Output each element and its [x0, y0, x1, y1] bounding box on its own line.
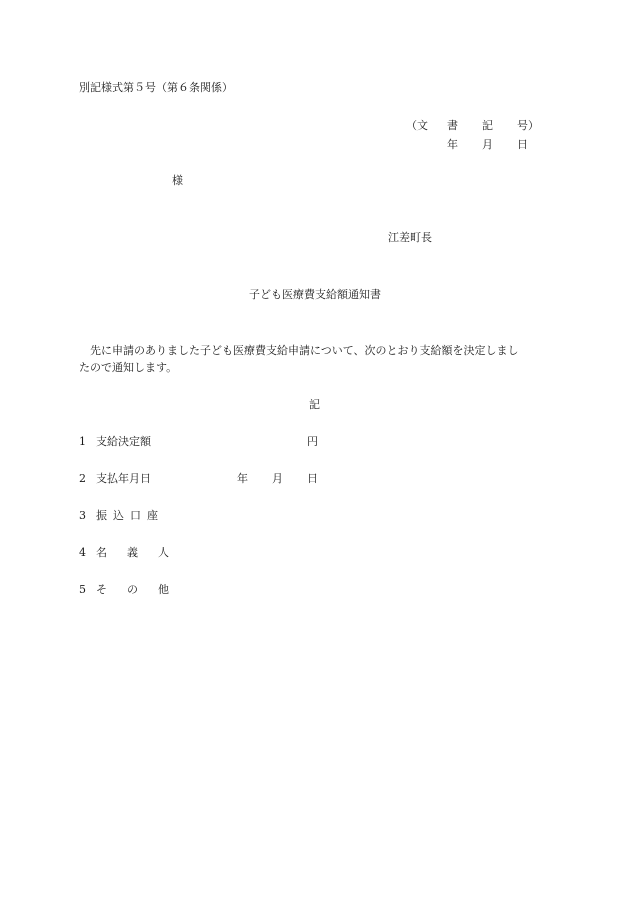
item-4-label [96, 547, 169, 558]
document-title-text: 子ども医療費支給額通知書 [249, 288, 381, 301]
label-char: 義 [127, 546, 138, 559]
item-2-month: 月 [272, 472, 283, 485]
label-char: 口 [130, 509, 141, 522]
item-2-label: 支払年月日 [96, 472, 151, 485]
label-char: 人 [158, 546, 169, 559]
date-year: 年 [447, 138, 458, 151]
label-char: の [127, 583, 138, 596]
item-5-number: 5 [79, 583, 86, 596]
date-day: 日 [517, 138, 528, 151]
item-3-number: 3 [79, 509, 86, 522]
label-char: 他 [158, 583, 169, 596]
doc-number-ki: 記 [482, 119, 493, 132]
label-char: そ [96, 583, 107, 596]
item-3-label [96, 510, 158, 521]
item-2-day: 日 [307, 472, 318, 485]
doc-number-sho: 書 [447, 119, 458, 132]
addressee-suffix: 様 [172, 174, 183, 187]
item-4-number: 4 [79, 546, 86, 559]
item-2-year: 年 [237, 472, 248, 485]
date-month: 月 [482, 138, 493, 151]
label-char: 名 [96, 546, 107, 559]
item-1-yen: 円 [307, 435, 318, 448]
doc-number-go: 号） [517, 119, 539, 132]
item-2-number: 2 [79, 472, 86, 485]
label-char: 座 [147, 509, 158, 522]
doc-number-open: （文 [406, 119, 428, 132]
body-line-2: たので通知します。 [79, 361, 178, 374]
item-1-label: 支給決定額 [96, 435, 151, 448]
label-char: 振 [96, 509, 107, 522]
body-line-1: 先に申請のありました子ども医療費支給申請について、次のとおり支給額を決定しまし [90, 344, 519, 357]
ki-marker: 記 [309, 398, 320, 411]
item-5-label [96, 584, 169, 595]
sender: 江差町長 [388, 231, 432, 244]
form-reference: 別記様式第５号（第６条関係） [79, 81, 233, 94]
item-1-number: 1 [79, 435, 86, 448]
document-title [0, 289, 630, 300]
label-char: 込 [113, 509, 124, 522]
